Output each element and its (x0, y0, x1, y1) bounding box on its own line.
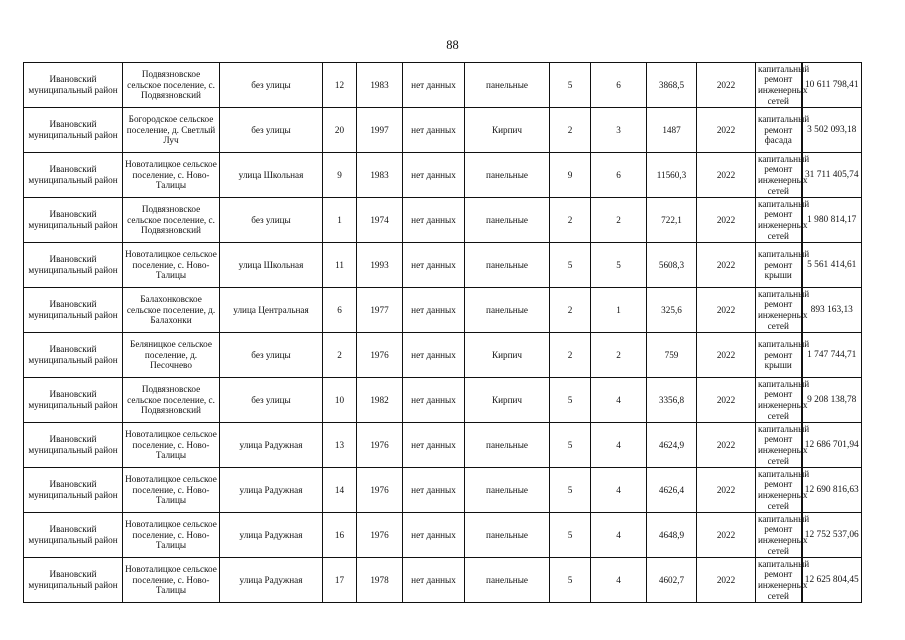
table-row (24, 153, 862, 198)
street-cell: улица Центральная (220, 288, 323, 333)
settlement-cell: Новоталицкое сельское поселение, с. Ново-Талицы (123, 513, 220, 558)
street-cell: без улицы (220, 108, 323, 153)
house-number-cell: 12 (323, 63, 357, 108)
year-built-cell: 1976 (357, 513, 403, 558)
house-number-cell: 1 (323, 198, 357, 243)
municipality-cell: Ивановский муниципальный район (24, 378, 123, 423)
floors-cell: 5 (550, 468, 591, 513)
work-type-cell: капитальный ремонт инженерных сетей (756, 423, 802, 468)
work-type-cell: капитальный ремонт инженерных сетей (756, 198, 802, 243)
no-data-cell: нет данных (403, 423, 465, 468)
wall-material-cell: панельные (465, 153, 550, 198)
table-row (24, 288, 862, 333)
street-cell: улица Школьная (220, 153, 323, 198)
page-number: 88 (446, 38, 459, 52)
work-type-cell: капитальный ремонт крыши (756, 333, 802, 378)
work-type-cell: капитальный ремонт инженерных сетей (756, 153, 802, 198)
cost-cell: 3 502 093,18 (802, 108, 862, 153)
cost-cell: 12 752 537,06 (802, 513, 862, 558)
municipality-cell: Ивановский муниципальный район (24, 243, 123, 288)
street-cell: улица Радужная (220, 423, 323, 468)
settlement-cell: Новоталицкое сельское поселение, с. Ново-Талицы (123, 558, 220, 603)
work-type-cell: капитальный ремонт инженерных сетей (756, 468, 802, 513)
table-row (24, 423, 862, 468)
cost-cell: 31 711 405,74 (802, 153, 862, 198)
house-number-cell: 14 (323, 468, 357, 513)
house-number-cell: 17 (323, 558, 357, 603)
settlement-cell: Беляницкое сельское поселение, д. Песочнево (123, 333, 220, 378)
no-data-cell: нет данных (403, 288, 465, 333)
plan-year-cell: 2022 (697, 333, 756, 378)
year-built-cell: 1993 (357, 243, 403, 288)
house-number-cell: 13 (323, 423, 357, 468)
street-cell: без улицы (220, 333, 323, 378)
plan-year-cell: 2022 (697, 423, 756, 468)
floors-cell: 5 (550, 513, 591, 558)
settlement-cell: Новоталицкое сельское поселение, с. Ново-Талицы (123, 423, 220, 468)
cost-cell: 12 625 804,45 (802, 558, 862, 603)
plan-year-cell: 2022 (697, 198, 756, 243)
street-cell: улица Школьная (220, 243, 323, 288)
year-built-cell: 1983 (357, 63, 403, 108)
street-cell: без улицы (220, 378, 323, 423)
wall-material-cell: панельные (465, 63, 550, 108)
table-row (24, 558, 862, 603)
wall-material-cell: панельные (465, 243, 550, 288)
wall-material-cell: панельные (465, 558, 550, 603)
settlement-cell: Подвязновское сельское поселение, с. Подвязновский (123, 198, 220, 243)
no-data-cell: нет данных (403, 243, 465, 288)
wall-material-cell: Кирпич (465, 378, 550, 423)
municipality-cell: Ивановский муниципальный район (24, 63, 123, 108)
settlement-cell: Богородское сельское поселение, д. Светлый Луч (123, 108, 220, 153)
no-data-cell: нет данных (403, 198, 465, 243)
work-type-cell: капитальный ремонт фасада (756, 108, 802, 153)
floors-cell: 2 (550, 198, 591, 243)
municipality-cell: Ивановский муниципальный район (24, 513, 123, 558)
municipality-cell: Ивановский муниципальный район (24, 558, 123, 603)
house-number-cell: 2 (323, 333, 357, 378)
table-row (24, 468, 862, 513)
entrances-cell: 4 (591, 513, 647, 558)
year-built-cell: 1974 (357, 198, 403, 243)
entrances-cell: 4 (591, 423, 647, 468)
house-number-cell: 20 (323, 108, 357, 153)
wall-material-cell: панельные (465, 513, 550, 558)
year-built-cell: 1976 (357, 333, 403, 378)
municipality-cell: Ивановский муниципальный район (24, 423, 123, 468)
settlement-cell: Подвязновское сельское поселение, с. Подвязновский (123, 378, 220, 423)
plan-year-cell: 2022 (697, 558, 756, 603)
floors-cell: 2 (550, 108, 591, 153)
area-cell: 11560,3 (647, 153, 697, 198)
entrances-cell: 5 (591, 243, 647, 288)
table-row (24, 513, 862, 558)
work-type-cell: капитальный ремонт инженерных сетей (756, 558, 802, 603)
cost-cell: 1 980 814,17 (802, 198, 862, 243)
wall-material-cell: Кирпич (465, 108, 550, 153)
floors-cell: 5 (550, 423, 591, 468)
street-cell: улица Радужная (220, 468, 323, 513)
settlement-cell: Балахонковское сельское поселение, д. Балахонки (123, 288, 220, 333)
entrances-cell: 2 (591, 333, 647, 378)
no-data-cell: нет данных (403, 468, 465, 513)
entrances-cell: 4 (591, 558, 647, 603)
plan-year-cell: 2022 (697, 513, 756, 558)
area-cell: 5608,3 (647, 243, 697, 288)
table-row (24, 378, 862, 423)
work-type-cell: капитальный ремонт инженерных сетей (756, 63, 802, 108)
area-cell: 325,6 (647, 288, 697, 333)
table-row (24, 243, 862, 288)
cost-cell: 1 747 744,71 (802, 333, 862, 378)
no-data-cell: нет данных (403, 153, 465, 198)
area-cell: 1487 (647, 108, 697, 153)
area-cell: 3356,8 (647, 378, 697, 423)
cost-cell: 12 690 816,63 (802, 468, 862, 513)
wall-material-cell: Кирпич (465, 333, 550, 378)
municipality-cell: Ивановский муниципальный район (24, 333, 123, 378)
settlement-cell: Новоталицкое сельское поселение, с. Ново-Талицы (123, 153, 220, 198)
no-data-cell: нет данных (403, 108, 465, 153)
work-type-cell: капитальный ремонт инженерных сетей (756, 288, 802, 333)
street-cell: улица Радужная (220, 513, 323, 558)
settlement-cell: Новоталицкое сельское поселение, с. Ново-Талицы (123, 243, 220, 288)
floors-cell: 5 (550, 243, 591, 288)
municipality-cell: Ивановский муниципальный район (24, 468, 123, 513)
no-data-cell: нет данных (403, 333, 465, 378)
street-cell: без улицы (220, 63, 323, 108)
floors-cell: 5 (550, 558, 591, 603)
repair-register-table (23, 62, 862, 603)
floors-cell: 5 (550, 63, 591, 108)
municipality-cell: Ивановский муниципальный район (24, 153, 123, 198)
work-type-cell: капитальный ремонт инженерных сетей (756, 378, 802, 423)
plan-year-cell: 2022 (697, 378, 756, 423)
house-number-cell: 16 (323, 513, 357, 558)
settlement-cell: Новоталицкое сельское поселение, с. Ново-Талицы (123, 468, 220, 513)
floors-cell: 9 (550, 153, 591, 198)
no-data-cell: нет данных (403, 558, 465, 603)
municipality-cell: Ивановский муниципальный район (24, 108, 123, 153)
table-row (24, 63, 862, 108)
plan-year-cell: 2022 (697, 243, 756, 288)
plan-year-cell: 2022 (697, 108, 756, 153)
floors-cell: 2 (550, 288, 591, 333)
no-data-cell: нет данных (403, 513, 465, 558)
plan-year-cell: 2022 (697, 153, 756, 198)
house-number-cell: 9 (323, 153, 357, 198)
area-cell: 3868,5 (647, 63, 697, 108)
plan-year-cell: 2022 (697, 63, 756, 108)
house-number-cell: 6 (323, 288, 357, 333)
cost-cell: 893 163,13 (802, 288, 862, 333)
wall-material-cell: панельные (465, 288, 550, 333)
area-cell: 4648,9 (647, 513, 697, 558)
entrances-cell: 4 (591, 468, 647, 513)
area-cell: 4602,7 (647, 558, 697, 603)
cost-cell: 9 208 138,78 (802, 378, 862, 423)
year-built-cell: 1976 (357, 423, 403, 468)
house-number-cell: 10 (323, 378, 357, 423)
year-built-cell: 1982 (357, 378, 403, 423)
no-data-cell: нет данных (403, 63, 465, 108)
area-cell: 722,1 (647, 198, 697, 243)
work-type-cell: капитальный ремонт крыши (756, 243, 802, 288)
entrances-cell: 6 (591, 153, 647, 198)
house-number-cell: 11 (323, 243, 357, 288)
table-body (24, 63, 862, 603)
table-row (24, 333, 862, 378)
wall-material-cell: панельные (465, 423, 550, 468)
street-cell: улица Радужная (220, 558, 323, 603)
plan-year-cell: 2022 (697, 288, 756, 333)
cost-cell: 10 611 798,41 (802, 63, 862, 108)
entrances-cell: 2 (591, 198, 647, 243)
entrances-cell: 3 (591, 108, 647, 153)
area-cell: 759 (647, 333, 697, 378)
municipality-cell: Ивановский муниципальный район (24, 198, 123, 243)
year-built-cell: 1977 (357, 288, 403, 333)
street-cell: без улицы (220, 198, 323, 243)
plan-year-cell: 2022 (697, 468, 756, 513)
entrances-cell: 1 (591, 288, 647, 333)
wall-material-cell: панельные (465, 198, 550, 243)
no-data-cell: нет данных (403, 378, 465, 423)
entrances-cell: 6 (591, 63, 647, 108)
table-row (24, 198, 862, 243)
work-type-cell: капитальный ремонт инженерных сетей (756, 513, 802, 558)
floors-cell: 5 (550, 378, 591, 423)
entrances-cell: 4 (591, 378, 647, 423)
area-cell: 4626,4 (647, 468, 697, 513)
settlement-cell: Подвязновское сельское поселение, с. Подвязновский (123, 63, 220, 108)
year-built-cell: 1997 (357, 108, 403, 153)
floors-cell: 2 (550, 333, 591, 378)
cost-cell: 12 686 701,94 (802, 423, 862, 468)
table-row (24, 108, 862, 153)
area-cell: 4624,9 (647, 423, 697, 468)
year-built-cell: 1983 (357, 153, 403, 198)
year-built-cell: 1976 (357, 468, 403, 513)
cost-cell: 5 561 414,61 (802, 243, 862, 288)
municipality-cell: Ивановский муниципальный район (24, 288, 123, 333)
wall-material-cell: панельные (465, 468, 550, 513)
year-built-cell: 1978 (357, 558, 403, 603)
